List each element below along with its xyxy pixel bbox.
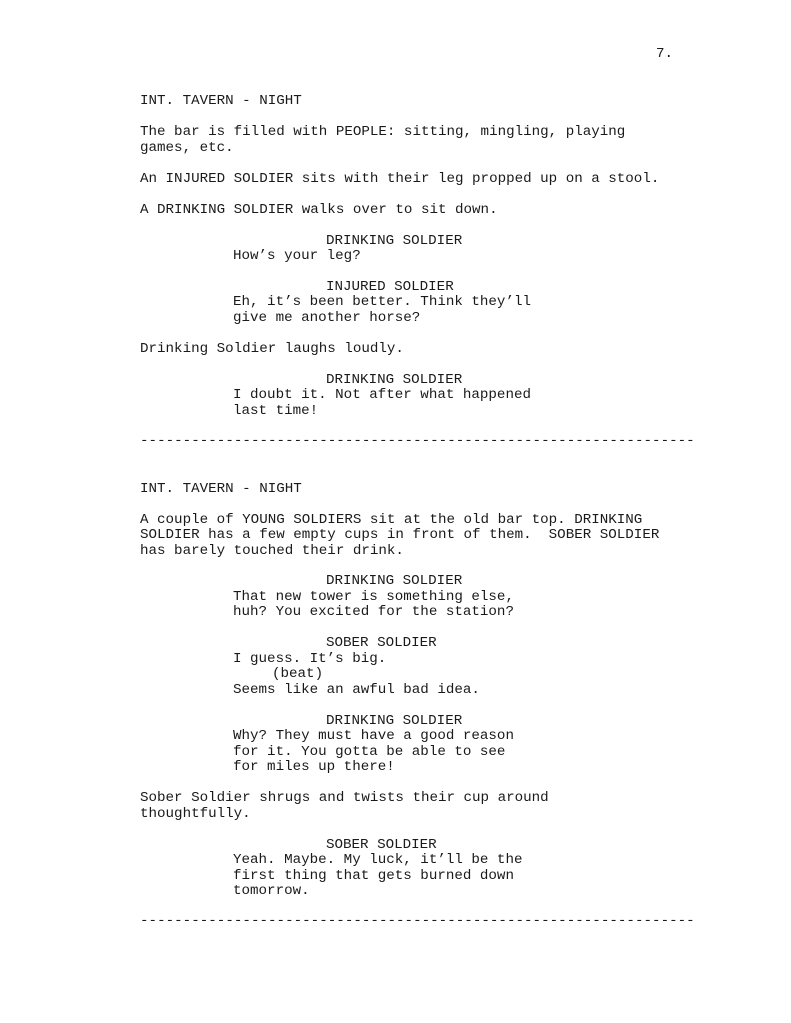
dialogue-line: for it. You gotta be able to see (233, 744, 506, 760)
dialogue-line: for miles up there! (233, 759, 395, 775)
scene-divider: ----------------------------------------------------------------- (140, 913, 695, 929)
dialogue-line: How’s your leg? (233, 248, 361, 264)
action-line: A couple of YOUNG SOLDIERS sit at the old bar top. DRINKING (140, 512, 643, 528)
dialogue-line: first thing that gets burned down (233, 868, 514, 884)
parenthetical: (beat) (272, 666, 324, 682)
character-cue: SOBER SOLDIER (326, 635, 437, 651)
scene-heading: INT. TAVERN - NIGHT (140, 481, 302, 497)
scene-heading: INT. TAVERN - NIGHT (140, 93, 302, 109)
character-cue: DRINKING SOLDIER (326, 573, 463, 589)
dialogue-line: I guess. It’s big. (233, 651, 387, 667)
scene-divider: ----------------------------------------------------------------- (140, 433, 695, 449)
dialogue-line: Seems like an awful bad idea. (233, 682, 480, 698)
dialogue-line: Eh, it’s been better. Think they’ll (233, 294, 531, 310)
action-line: SOLDIER has a few empty cups in front of them. SOBER SOLDIER (140, 527, 660, 543)
character-cue: DRINKING SOLDIER (326, 233, 463, 249)
action-line: Drinking Soldier laughs loudly. (140, 341, 404, 357)
action-line: The bar is filled with PEOPLE: sitting, mingling, playing (140, 124, 626, 140)
action-line: has barely touched their drink. (140, 543, 404, 559)
dialogue-line: last time! (233, 403, 319, 419)
character-cue: DRINKING SOLDIER (326, 713, 463, 729)
character-cue: SOBER SOLDIER (326, 837, 437, 853)
dialogue-line: give me another horse? (233, 310, 421, 326)
dialogue-line: I doubt it. Not after what happened (233, 387, 531, 403)
character-cue: INJURED SOLDIER (326, 279, 454, 295)
action-line: games, etc. (140, 140, 234, 156)
action-line: thoughtfully. (140, 806, 251, 822)
action-line: An INJURED SOLDIER sits with their leg propped up on a stool. (140, 171, 660, 187)
page-number: 7. (656, 46, 674, 62)
dialogue-line: tomorrow. (233, 883, 310, 899)
dialogue-line: huh? You excited for the station? (233, 604, 514, 620)
dialogue-line: Why? They must have a good reason (233, 728, 514, 744)
dialogue-line: Yeah. Maybe. My luck, it’ll be the (233, 852, 523, 868)
character-cue: DRINKING SOLDIER (326, 372, 463, 388)
dialogue-line: That new tower is something else, (233, 589, 514, 605)
action-line: Sober Soldier shrugs and twists their cup around (140, 790, 549, 806)
action-line: A DRINKING SOLDIER walks over to sit down. (140, 202, 498, 218)
